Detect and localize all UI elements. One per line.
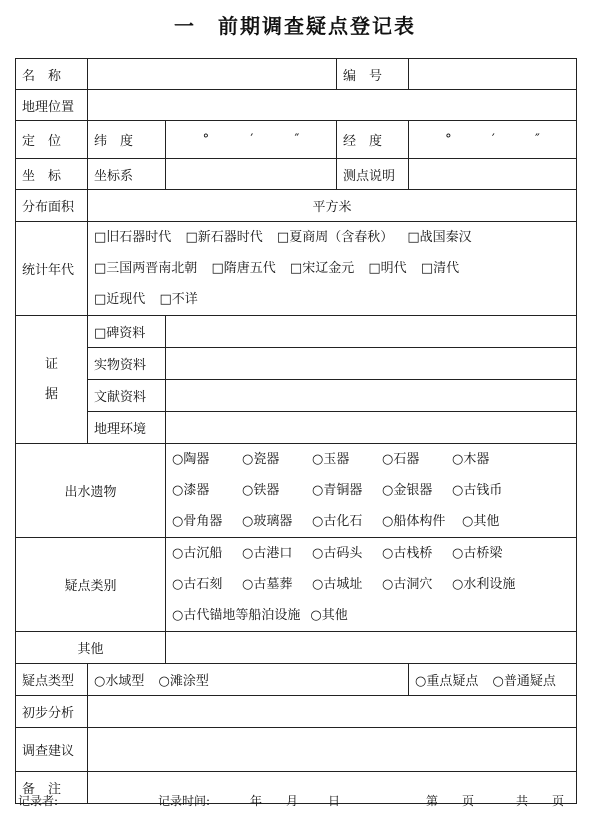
dingwei-label: 定 位	[22, 134, 62, 149]
relic-radio[interactable]: ○ 古钱币	[452, 475, 516, 506]
category-radio[interactable]: ○ 其他	[310, 600, 347, 631]
evidence-item: 碑资料	[106, 326, 146, 341]
coord-system-label: 坐标系	[94, 168, 134, 184]
relic-radio[interactable]: ○ 船体构件	[382, 506, 456, 537]
relic-radio[interactable]: ○ 玻璃器	[242, 506, 306, 537]
row-name	[16, 59, 577, 90]
lat-min-mark: ′	[250, 132, 254, 147]
zuobiao-label: 坐 标	[22, 168, 62, 184]
era-options	[88, 222, 577, 316]
geo-label: 地理位置	[22, 99, 75, 115]
row-latlon	[16, 121, 577, 159]
page2-label: 页	[552, 794, 565, 808]
lon-label: 经 度	[343, 134, 383, 149]
lon-field[interactable]	[409, 121, 577, 159]
category-radio[interactable]: ○ 古洞穴	[382, 569, 446, 600]
evidence-label: 证 据	[16, 316, 88, 444]
relic-radio[interactable]: ○ 陶器	[172, 444, 236, 475]
row-relics	[16, 444, 577, 538]
relics-options	[166, 444, 577, 538]
form-title: 一 前期调查疑点登记表	[174, 14, 416, 38]
era-label: 统计年代	[22, 263, 75, 278]
category-radio[interactable]: ○ 古石刻	[172, 569, 236, 600]
row-other	[16, 632, 577, 664]
priority-radio[interactable]: ○ 重点疑点	[415, 670, 478, 689]
area-field[interactable]	[88, 190, 577, 222]
page-label: 页	[462, 794, 475, 808]
time-label: 记录时间:	[158, 794, 211, 808]
row-geo	[16, 90, 577, 121]
category-radio[interactable]: ○ 古桥梁	[452, 538, 516, 569]
era-checkbox[interactable]: □ 明代	[368, 253, 406, 284]
relic-radio[interactable]: ○ 骨角器	[172, 506, 236, 537]
evidence-checkbox[interactable]	[94, 326, 106, 341]
evidence-field[interactable]	[166, 380, 577, 412]
relic-radio[interactable]: ○ 玉器	[312, 444, 376, 475]
total-label: 共	[516, 794, 529, 808]
evidence-item: 文献资料	[94, 390, 147, 405]
page-no-label: 第	[426, 794, 439, 808]
survey-form-table	[15, 58, 577, 804]
era-checkbox[interactable]: □ 三国两晋南北朝	[94, 253, 197, 284]
category-radio[interactable]: ○ 古墓葬	[242, 569, 306, 600]
relic-radio[interactable]: ○ 瓷器	[242, 444, 306, 475]
row-suggestion	[16, 728, 577, 772]
lon-sec-mark: ″	[535, 132, 540, 147]
suggestion-label: 调查建议	[22, 744, 75, 759]
lat-field[interactable]	[166, 121, 337, 159]
era-checkbox[interactable]: □ 隋唐五代	[211, 253, 275, 284]
evidence-item: 地理环境	[94, 422, 147, 437]
number-label: 编 号	[343, 68, 383, 84]
day-label: 日	[328, 794, 341, 808]
type-radio[interactable]: ○ 水域型	[94, 670, 144, 689]
category-radio[interactable]: ○ 古码头	[312, 538, 376, 569]
row-area	[16, 190, 577, 222]
evidence-field[interactable]	[166, 412, 577, 444]
era-checkbox[interactable]: □ 夏商周（含春秋）	[277, 222, 393, 253]
priority-radio[interactable]: ○ 普通疑点	[493, 670, 556, 689]
recorder-label: 记录者:	[18, 794, 59, 808]
era-checkbox[interactable]: □ 新石器时代	[185, 222, 262, 253]
era-checkbox[interactable]: □ 近现代	[94, 284, 145, 315]
type-label: 疑点类型	[22, 674, 75, 689]
lat-deg-mark: °	[202, 132, 210, 147]
point-note-field[interactable]	[409, 159, 577, 190]
lat-sec-mark: ″	[294, 132, 300, 147]
lat-label: 纬 度	[94, 134, 134, 149]
name-field[interactable]	[88, 59, 337, 90]
lon-deg-mark: °	[445, 132, 452, 147]
row-evidence-1	[16, 316, 577, 348]
coord-system-field[interactable]	[166, 159, 337, 190]
other-label: 其他	[77, 642, 104, 657]
suggestion-field[interactable]	[88, 728, 577, 772]
era-checkbox[interactable]: □ 清代	[421, 253, 459, 284]
number-field[interactable]	[409, 59, 577, 90]
category-radio[interactable]: ○ 古城址	[312, 569, 376, 600]
category-options	[166, 538, 577, 632]
geo-field[interactable]	[88, 90, 577, 121]
other-field[interactable]	[166, 632, 577, 664]
row-type	[16, 664, 577, 696]
row-category	[16, 538, 577, 632]
relics-label: 出水遗物	[64, 485, 117, 500]
era-checkbox[interactable]: □ 不详	[159, 284, 197, 315]
relic-radio[interactable]: ○ 木器	[452, 444, 516, 475]
category-radio[interactable]: ○ 古港口	[242, 538, 306, 569]
category-radio[interactable]: ○ 古沉船	[172, 538, 236, 569]
relic-radio[interactable]: ○ 铁器	[242, 475, 306, 506]
evidence-field[interactable]	[166, 348, 577, 380]
relic-radio[interactable]: ○ 古化石	[312, 506, 376, 537]
remark-label: 备 注	[22, 782, 62, 797]
row-evidence-3	[16, 380, 577, 412]
era-checkbox[interactable]: □ 宋辽金元	[290, 253, 354, 284]
relic-radio[interactable]: ○ 金银器	[382, 475, 446, 506]
era-checkbox[interactable]: □ 旧石器时代	[94, 222, 171, 253]
row-era	[16, 222, 577, 316]
row-evidence-2	[16, 348, 577, 380]
month-label: 月	[286, 794, 299, 808]
era-checkbox[interactable]: □ 战国秦汉	[407, 222, 471, 253]
year-label: 年	[250, 794, 263, 808]
area-label: 分布面积	[22, 200, 75, 215]
relic-radio[interactable]: ○ 青铜器	[312, 475, 376, 506]
area-unit: 平方米	[312, 200, 352, 215]
name-label: 名 称	[22, 68, 62, 84]
lon-min-mark: ′	[491, 132, 495, 147]
relic-radio[interactable]: ○ 石器	[382, 444, 446, 475]
analysis-label: 初步分析	[22, 706, 75, 721]
relic-radio[interactable]: ○ 其他	[462, 506, 514, 537]
category-radio[interactable]: ○ 古栈桥	[382, 538, 446, 569]
category-radio[interactable]: ○ 水利设施	[452, 569, 526, 600]
row-analysis	[16, 696, 577, 728]
analysis-field[interactable]	[88, 696, 577, 728]
type-radio[interactable]: ○ 滩涂型	[159, 670, 209, 689]
evidence-field[interactable]	[166, 316, 577, 348]
evidence-item: 实物资料	[94, 358, 147, 373]
point-note-label: 测点说明	[343, 168, 396, 184]
row-evidence-4	[16, 412, 577, 444]
row-coordsys	[16, 159, 577, 190]
relic-radio[interactable]: ○ 漆器	[172, 475, 236, 506]
category-label: 疑点类别	[64, 579, 117, 594]
category-radio[interactable]: ○ 古代锚地等船泊设施	[172, 600, 300, 631]
